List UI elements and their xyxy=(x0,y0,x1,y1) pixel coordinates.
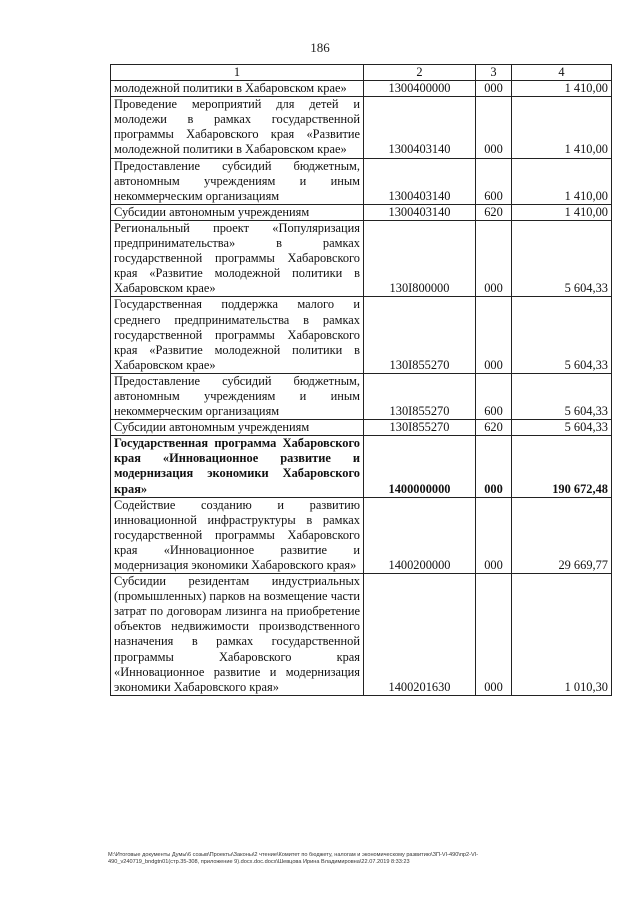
budget-table xyxy=(110,64,612,696)
row-name-cell: Субсидии автономным учреждениям xyxy=(111,204,364,220)
row-code-cell: 130I855270 xyxy=(364,373,476,419)
row-code-cell: 130I855270 xyxy=(364,420,476,436)
table-row xyxy=(111,373,612,419)
row-expense-type-cell: 620 xyxy=(476,204,512,220)
footer-line: 490_v240719_bndgtn01(стр.35-308, приложение 9).docx.doc.docx\Шевцова Ирина Владимировна\22.07.2019 8:33:23 xyxy=(108,859,410,866)
row-amount-cell: 5 604,33 xyxy=(512,420,612,436)
column-header: 4 xyxy=(512,65,612,81)
row-code-cell: 130I800000 xyxy=(364,220,476,296)
row-amount-cell: 190 672,48 xyxy=(512,436,612,497)
row-name-cell: Государственная поддержка малого и среднего предпринимательства в рамках государственной программы Хабаровского края «Развитие молодежной политики в Хабаровском крае» xyxy=(111,297,364,373)
row-amount-cell: 1 410,00 xyxy=(512,204,612,220)
row-name-cell: Предоставление субсидий бюджетным, автономным учреждениям и иным некоммерческим организациям xyxy=(111,158,364,204)
row-name-cell: Региональный проект «Популяризация предпринимательства» в рамках государственной программы Хабаровского края «Развитие молодежной политики в Хабаровском крае» xyxy=(111,220,364,296)
table-row xyxy=(111,81,612,97)
column-header: 1 xyxy=(111,65,364,81)
column-header: 3 xyxy=(476,65,512,81)
file-path-footer xyxy=(108,852,613,866)
row-expense-type-cell: 620 xyxy=(476,420,512,436)
row-amount-cell: 5 604,33 xyxy=(512,373,612,419)
row-expense-type-cell: 000 xyxy=(476,436,512,497)
table-row xyxy=(111,97,612,158)
row-amount-cell: 1 010,30 xyxy=(512,574,612,696)
row-code-cell: 1300403140 xyxy=(364,204,476,220)
row-name-cell: Содействие созданию и развитию инновационной инфраструктуры в рамках государственной программы Хабаровского края «Инновационное развитие и модернизация экономики Хабаровского края» xyxy=(111,497,364,573)
table-row xyxy=(111,220,612,296)
row-name-cell: Государственная программа Хабаровского края «Инновационное развитие и модернизация экономики Хабаровского края» xyxy=(111,436,364,497)
row-code-cell: 1400200000 xyxy=(364,497,476,573)
row-expense-type-cell: 000 xyxy=(476,497,512,573)
page-number: 186 xyxy=(310,40,330,55)
row-code-cell: 1300403140 xyxy=(364,97,476,158)
row-expense-type-cell: 600 xyxy=(476,158,512,204)
row-name-cell: молодежной политики в Хабаровском крае» xyxy=(111,81,364,97)
row-amount-cell: 5 604,33 xyxy=(512,297,612,373)
row-amount-cell: 1 410,00 xyxy=(512,158,612,204)
row-expense-type-cell: 000 xyxy=(476,220,512,296)
row-expense-type-cell: 000 xyxy=(476,97,512,158)
row-name-cell: Субсидии резидентам индустриальных (промышленных) парков на возмещение части затрат по договорам лизинга на приобретение объектов недвижимости производственного назначения в рамках государственной программы Хабаровского края «Инновационное развитие и модернизация экономики Хабаровского края» xyxy=(111,574,364,696)
table-row xyxy=(111,436,612,497)
table-body xyxy=(111,81,612,696)
row-expense-type-cell: 600 xyxy=(476,373,512,419)
row-name-cell: Субсидии автономным учреждениям xyxy=(111,420,364,436)
header-row xyxy=(111,65,612,81)
table-row xyxy=(111,204,612,220)
footer-line: М:\Итоговые документы Думы\6 созыв\Проекты\Законы\2 чтение\Комитет по бюджету, налогам и экономическому развитию\ЗП-VI-490\пр2-VI- xyxy=(108,852,479,858)
table-row xyxy=(111,574,612,696)
table-row xyxy=(111,158,612,204)
row-expense-type-cell: 000 xyxy=(476,574,512,696)
row-amount-cell: 1 410,00 xyxy=(512,97,612,158)
row-code-cell: 1400000000 xyxy=(364,436,476,497)
table-row xyxy=(111,420,612,436)
row-code-cell: 1400201630 xyxy=(364,574,476,696)
row-name-cell: Проведение мероприятий для детей и молодежи в рамках государственной программы Хабаровского края «Развитие молодежной политики в Хабаровском крае» xyxy=(111,97,364,158)
table-row xyxy=(111,497,612,573)
row-amount-cell: 5 604,33 xyxy=(512,220,612,296)
row-name-cell: Предоставление субсидий бюджетным, автономным учреждениям и иным некоммерческим организациям xyxy=(111,373,364,419)
row-amount-cell: 1 410,00 xyxy=(512,81,612,97)
row-amount-cell: 29 669,77 xyxy=(512,497,612,573)
row-expense-type-cell: 000 xyxy=(476,297,512,373)
column-header: 2 xyxy=(364,65,476,81)
table-row xyxy=(111,297,612,373)
row-code-cell: 130I855270 xyxy=(364,297,476,373)
row-expense-type-cell: 000 xyxy=(476,81,512,97)
row-code-cell: 1300400000 xyxy=(364,81,476,97)
row-code-cell: 1300403140 xyxy=(364,158,476,204)
